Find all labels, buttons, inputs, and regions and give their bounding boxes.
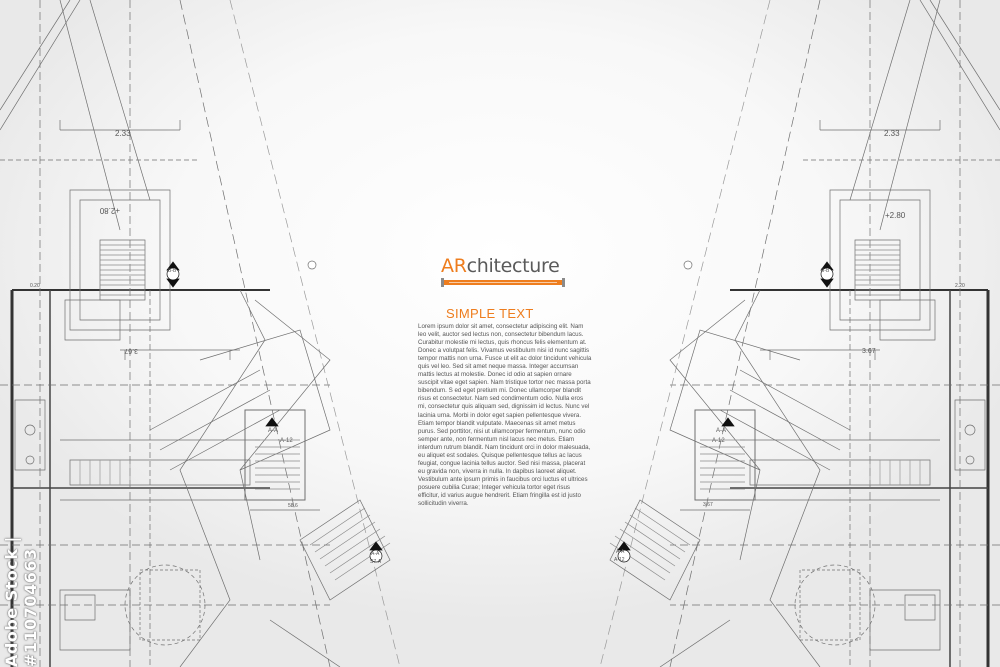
section-ref-aa-bottom-right: A-12: [614, 557, 625, 563]
section-heading: SIMPLE TEXT: [446, 306, 534, 321]
section-label-bb-right: B-B: [821, 268, 830, 274]
dim-label-left-mid: 3.67: [124, 347, 138, 354]
dim-label-small-2: 2.20: [955, 283, 965, 289]
dim-label-small-4: 58.6: [288, 503, 298, 509]
section-label-aa-bottom-right: A-A: [616, 549, 625, 555]
logo-underline-bar: [441, 280, 565, 285]
dim-label-left-top: 2.33: [115, 129, 131, 138]
level-label-right: +2.80: [885, 211, 906, 220]
logo-wordmark: [441, 255, 566, 277]
section-ref-aa-right: A-12: [712, 438, 725, 444]
section-label-bb-left: B-B: [168, 268, 177, 274]
logo-accent-text: AR: [441, 255, 467, 277]
architecture-logo: [441, 255, 566, 285]
section-ref-aa-bottom-left: S7-A: [370, 559, 382, 565]
section-label-aa-left: A-A: [268, 428, 279, 434]
body-paragraph-1: Lorem ipsum dolor sit amet, consectetur adipiscing elit. Nam leo velit, auctor sed lectus non, consectetur bibendum lacus. Curabitur molestie mi lectus, quis rhoncus felis elementum at. Donec a volutpat felis. Vivamus vestibulum nisi id nunc sagittis tempor mattis non urna. Fusce ut elit ac dolor tincidunt vehicula quis vel leo. Sed sit amet neque massa. Integer accumsan mattis lectus at molestie. Donec id odio at sapien ornare suscipit vitae eget sapien. Nam tristique tortor nec massa porta bibendum. S ed eget pretium mi. Donec ullamcorper blandit risus et consectetur. Nam sed condimentum odio. Nulla eros mi, consectetur quis aliquam sed, dignissim id lectus. Nunc vel lacinia urna. Morbi in dolor eget sapien pellentesque vivera.: [418, 323, 592, 419]
section-label-aa-bottom-left: A-A: [371, 551, 380, 557]
section-label-aa-right: A-A: [716, 428, 727, 434]
level-label-left: +2.80: [99, 206, 120, 215]
logo-rest-text: chitecture: [466, 255, 560, 277]
section-ref-aa-left: A-12: [280, 438, 293, 444]
stock-watermark: Adobe Stock | #110704663: [2, 536, 40, 667]
body-paragraph-2: Etiam tempor blandit vulputate. Maecenas sit amet metus purus. Sed porttitor, nisi ut ullamcorper fermentum, nunc odio semper ante, non fermentum nisl lacus nec metus. Etiam interdum rutrum blandit. Nam tincidunt orci in dolor malesuada, eu aliquet est sodales. Quisque pellentesque tellus ac lacus feugiat, congue lacinia tellus auctor. Sed nisi massa, placerat eu gravida non, viverra in nulla. In dapibus laoreet aliquet. Vestibulum ante ipsum primis in faucibus orci luctus et ultrices posuere cubilia Curae; Integer vehicula tortor eget risus efficitur, id varius augue hendrerit. Etiam fringilla est id justo sollicitudin viverra.: [418, 420, 591, 508]
dim-label-right-mid: 3.67: [862, 348, 876, 355]
dim-label-right-top: 2.33: [884, 129, 900, 138]
dim-label-small-3: 3.67: [703, 502, 713, 508]
dim-label-small-1: 0.20: [30, 283, 40, 289]
